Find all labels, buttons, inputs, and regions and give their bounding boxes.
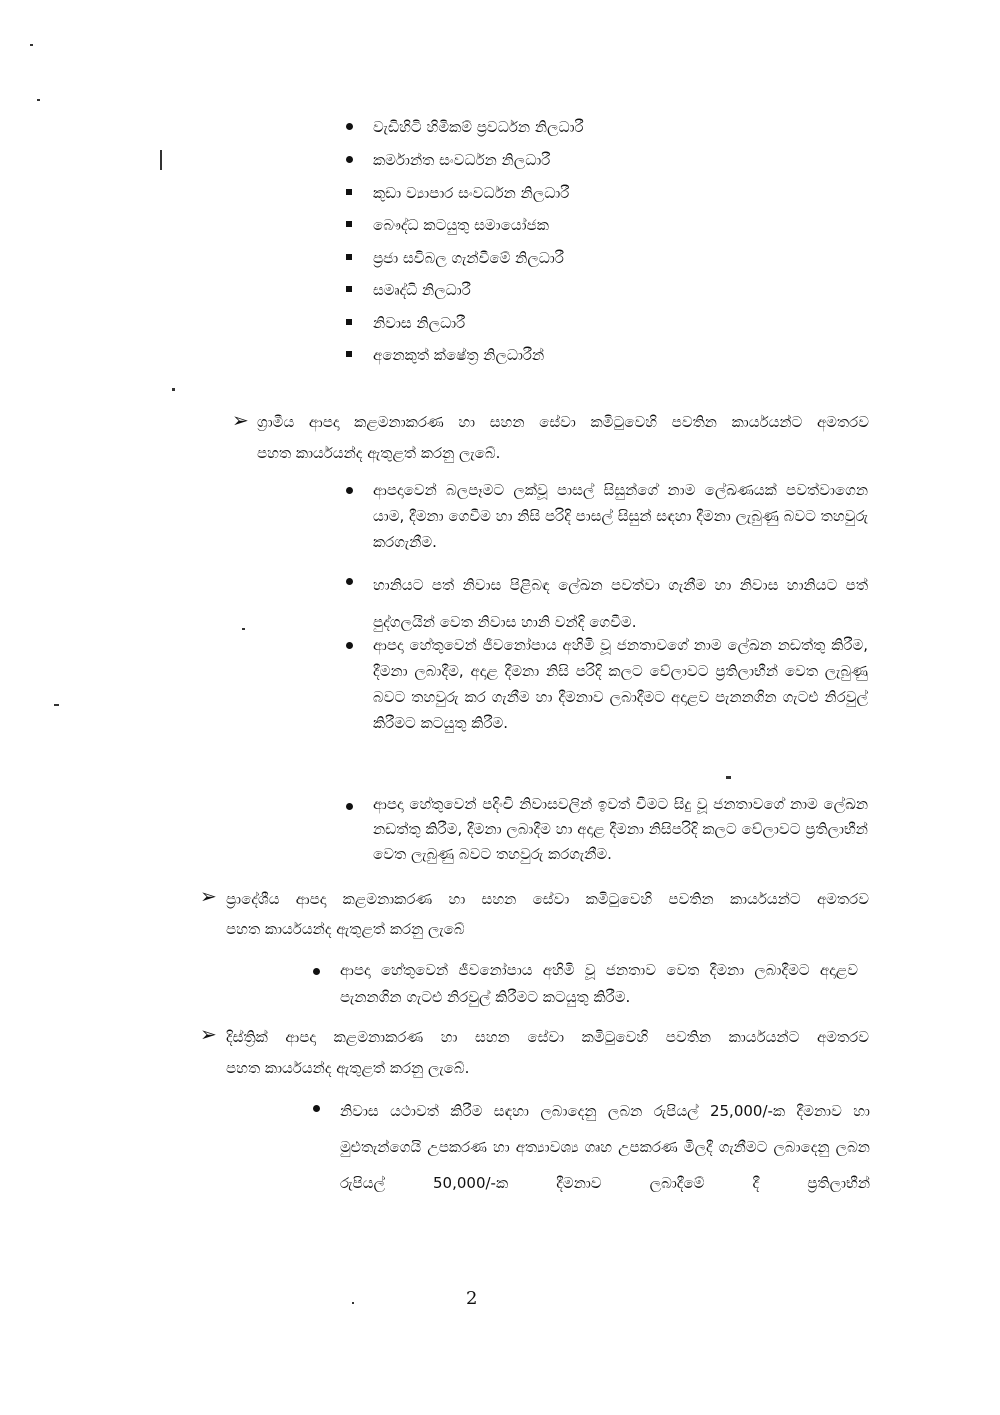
list-item xyxy=(346,150,550,170)
bullet-square-icon xyxy=(346,351,352,357)
scan-speck xyxy=(160,150,162,170)
list-item xyxy=(346,636,353,649)
bullet-square-icon xyxy=(346,189,352,195)
list-item-text: වැඩිහිටි හිමිකම් ප්‍රවර්ධන නිලධාරී xyxy=(373,118,584,136)
bullet-square-icon xyxy=(346,319,352,325)
list-item xyxy=(346,313,465,333)
scan-speck xyxy=(54,704,59,706)
list-item xyxy=(346,797,353,810)
list-item-text: ආපදා හේතුවෙන් ජීවනෝපාය අහිමි වූ ජනතාව වෙත දීමනා ලබාදීමට අදාළව පැනනගින ගැටළු නිරවුල් කිරීමට කටයුතු කිරීම. xyxy=(340,961,858,1006)
list-item-text: කුඩා ව්‍යාපාර සංවර්ධන නිලධාරී xyxy=(373,184,570,202)
list-item-text: ආපදාවෙන් බලපෑමට ලක්වූ පාසල් සිසුන්ගේ නාම ලේඛණයක් පවත්වාගෙන යාම, දීමනා ගෙවීම හා නිසි පරිදි පාසල් සිසුන් සඳහා දීමනා ලැබුණු බවට තහවුරු කරගැනීම. xyxy=(373,481,868,551)
list-item-text: බෞද්ධ කටයුතු සමායෝජක xyxy=(373,216,549,234)
list-item-text: නිවාස යථාවත් කිරීම සඳහා ලබාදෙනු ලබන රුපියල් 25,000/-ක දීමනාව හා මුළුතැන්ගෙයි උපකරණ හා අත්‍යාවශ්‍ය ගෘහ උපකරණ මිලදී ගැනීමට ලබාදෙනු ලබන රුපියල් 50,000/-ක දීමනාව ලබාදීමේ දී ප්‍රතිලාභීන් xyxy=(340,1102,870,1192)
list-item-text: හානියට පත් නිවාස පිළිබඳ ලේඛන පවත්වා ගැනීම හා නිවාස හානියට පත් පුද්ගලයින් වෙත නිවාස හානි වන්දි ගෙවීම. xyxy=(373,576,868,631)
list-item xyxy=(346,280,471,300)
scan-speck xyxy=(172,388,175,391)
list-item xyxy=(346,117,584,137)
bullet-square-icon xyxy=(346,286,352,292)
list-item-text: අනෙකුත් ක්ෂේත්‍ර නිලධාරීන් xyxy=(373,346,545,364)
arrow-bullet-icon: ➢ xyxy=(232,408,249,432)
bullet-dot-icon xyxy=(346,123,353,130)
bullet-dot-icon xyxy=(346,642,353,649)
bullet-dot-icon xyxy=(346,487,353,494)
list-item-text: ප්‍රජා සවිබල ගැන්වීමේ නිලධාරී xyxy=(373,249,564,267)
section-heading-line1: දිස්ත්‍රික් ආපදා කළමනාකරණ හා සහන සේවා කමිටුවෙහි පවතින කාර්යයන්ට අමතරව xyxy=(226,1028,869,1046)
list-item xyxy=(313,1099,320,1112)
arrow-bullet-icon: ➢ xyxy=(200,884,217,908)
page-number: 2 xyxy=(466,1288,478,1309)
list-item-text: නිවාස නිලධාරී xyxy=(373,314,466,332)
scan-speck xyxy=(352,1302,354,1304)
section-heading-line2: පහත කාර්යයන්ද ඇතුළත් කරනු ලැබේ. xyxy=(257,444,501,462)
list-item xyxy=(313,962,320,975)
list-item xyxy=(346,183,569,203)
list-item-text: ආපදා හේතුවෙන් ජීවනෝපාය අහිමි වූ ජනතාවගේ නාම ලේඛන නඩත්තු කිරීම, දීමනා ලබාදීම, අදාළ දීමනා නිසි පරිදි කලට වේලාවට ප්‍රතිලාභීන් වෙත ලැබුණු බවට තහවුරු කර ගැනීම හා දීමනාව ලබාදීමට අදාළව පැනනගින ගැටළු නිරවුල් කිරීමට කටයුතු කිරීම. xyxy=(373,636,868,732)
list-item xyxy=(346,572,353,585)
list-item xyxy=(346,215,549,235)
list-item-text: ආපදා හේතුවෙන් පදිංචි නිවාසවලින් ඉවත් වීමට සිදු වූ ජනතාවගේ නාම ලේඛන නඩත්තු කිරීම, දීමනා ලබාදීම හා අදාළ දීමනා නිසිපරිදි කලට වේලාවට ප්‍රතිලාභීන් වෙත ලැබුණු බවට තහවුරු කරගැනීම. xyxy=(373,795,868,863)
list-item-text: කර්මාන්ත සංවර්ධන නිලධාරී xyxy=(373,151,551,169)
section-heading-line1: ප්‍රාදේශීය ආපදා කළමනාකරණ හා සහන සේවා කමිටුවෙහි පවතින කාර්යයන්ට අමතරව xyxy=(226,890,869,908)
section-heading-line1: ග්‍රාමීය ආපදා කළමනාකරණ හා සහන සේවා කමිටුවෙහි පවතින කාර්යයන්ට අමතරව xyxy=(257,413,869,431)
bullet-square-icon xyxy=(346,221,352,227)
bullet-dot-icon xyxy=(346,578,353,585)
scan-speck xyxy=(30,44,33,46)
arrow-bullet-icon: ➢ xyxy=(200,1022,217,1046)
scan-speck xyxy=(37,99,40,101)
bullet-dot-icon xyxy=(346,156,353,163)
scan-speck xyxy=(726,776,731,779)
list-item xyxy=(346,248,564,268)
section-heading-line2: පහත කාර්යයන්ද ඇතුළත් කරනු ලැබේ xyxy=(226,920,465,938)
scan-speck xyxy=(242,628,245,630)
section-heading-line2: පහත කාර්යයන්ද ඇතුළත් කරනු ලැබේ. xyxy=(226,1059,470,1077)
list-item xyxy=(346,481,353,494)
bullet-dot-icon xyxy=(313,968,320,975)
list-item xyxy=(346,345,544,365)
bullet-dot-icon xyxy=(346,803,353,810)
list-item-text: සමෘද්ධි නිලධාරී xyxy=(373,281,471,299)
bullet-square-icon xyxy=(346,254,352,260)
bullet-dot-icon xyxy=(313,1105,320,1112)
